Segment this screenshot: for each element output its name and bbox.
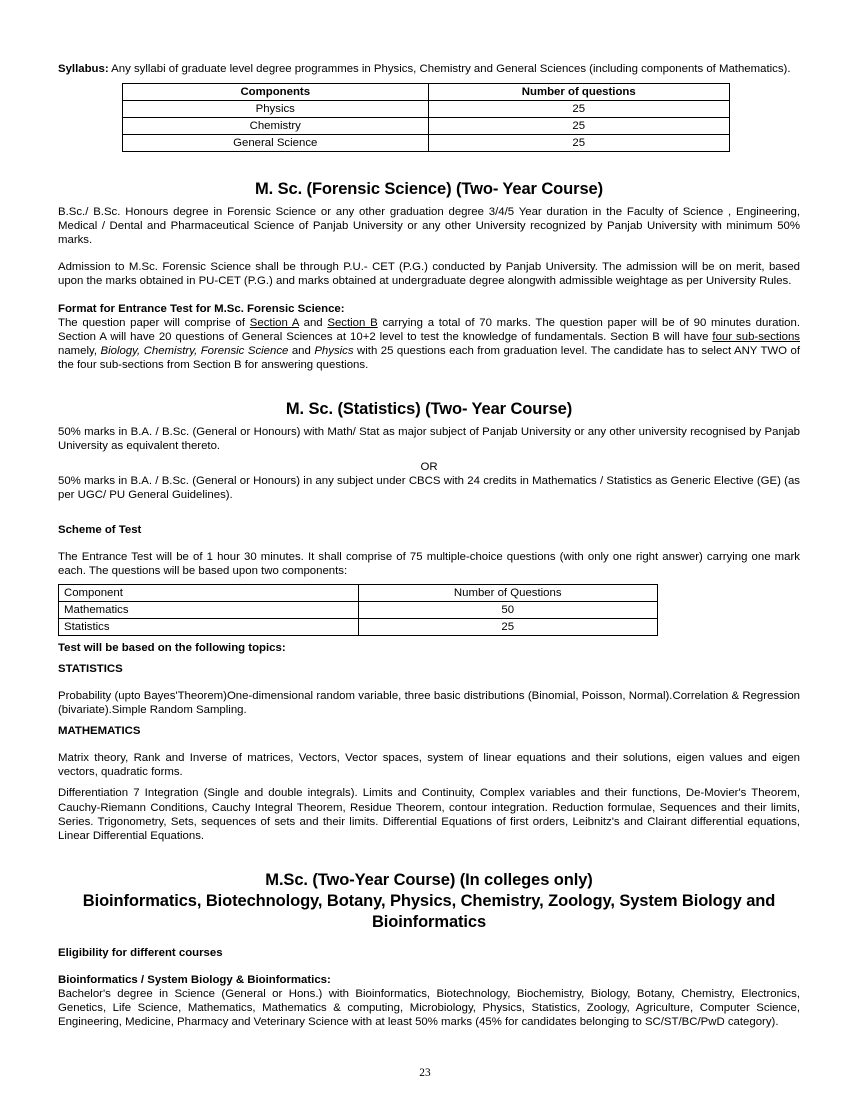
table-row bbox=[123, 135, 730, 152]
statistics-syllabus-paragraph: Probability (upto Bayes'Theorem)One-dimensional random variable, three basic distributions (Binomial, Poisson, Normal).Correlation & Regression (bivariate).Simple Random Sampling. bbox=[58, 689, 800, 717]
table-header-cell: Component bbox=[59, 584, 359, 601]
mathematics-subject-heading: MATHEMATICS bbox=[58, 725, 141, 738]
statistics-alt-eligibility-paragraph: 50% marks in B.A. / B.Sc. (General or Honours) in any subject under CBCS with 24 credits in Mathematics / Statistics as Generic Elective (GE) (as per UGC/ PU General Guidelines). bbox=[58, 475, 800, 502]
syllabus-paragraph bbox=[58, 62, 800, 76]
scheme-table bbox=[58, 584, 658, 636]
syllabus-label: Syllabus: bbox=[58, 63, 109, 75]
syllabus-text: Any syllabi of graduate level degree programmes in Physics, Chemistry and General Sciences (including components of Mathematics). bbox=[108, 63, 791, 75]
table-cell: 50 bbox=[358, 601, 658, 618]
forensic-format-heading bbox=[58, 302, 800, 316]
mathematics-syllabus-paragraph-two: Differentiation 7 Integration (Single and double integrals). Limits and Continuity, Complex variables and their functions, De-Movier's Theorem, Cauchy-Riemann Conditions, Cauchy Integral Theorem, Residue Theorem, contour integration. Reduction formulae, Sequences and their limits, Series. Trigonometry, Sets, sequences of sets and their limits. Differential Equations of first orders, Leibnitz's and Clairant differential equations, Linear Differential Equations. bbox=[58, 787, 800, 842]
table-header-cell: Number of questions bbox=[428, 84, 730, 101]
forensic-science-heading: M. Sc. (Forensic Science) (Two- Year Course) bbox=[254, 180, 603, 199]
section-b-underline: Section B bbox=[327, 316, 378, 329]
table-header-cell: Components bbox=[123, 84, 429, 101]
format-text-f: with 25 questions each from graduation level. The candidate has to select ANY TWO of the four sub-sections from Section B for answering questions. bbox=[58, 344, 800, 371]
table-row bbox=[59, 601, 658, 618]
table-cell: 25 bbox=[358, 618, 658, 635]
subjects-italic-two: Physics bbox=[314, 344, 354, 357]
colleges-heading-line-one: M.Sc. (Two-Year Course) (In colleges only) bbox=[265, 870, 593, 889]
table-row bbox=[123, 118, 730, 135]
subjects-italic-one: Biology, Chemistry, Forensic Science bbox=[100, 344, 289, 357]
table-cell: 25 bbox=[428, 101, 730, 118]
mathematics-syllabus-paragraph-one: Matrix theory, Rank and Inverse of matrices, Vectors, Vector spaces, system of linear equations and their solutions, eigen values and eigen vectors, quadratic forms. bbox=[58, 752, 800, 779]
section-a-underline: Section A bbox=[249, 316, 299, 329]
format-rest-part: for M.Sc. Forensic Science: bbox=[192, 302, 345, 315]
statistics-subject-heading: STATISTICS bbox=[58, 662, 123, 675]
page-number: 23 bbox=[419, 1067, 431, 1079]
format-text-a: The question paper will comprise of bbox=[58, 316, 250, 329]
table-cell: Mathematics bbox=[59, 601, 359, 618]
format-bold-part: Format for Entrance Test bbox=[58, 302, 193, 315]
statistics-eligibility-paragraph: 50% marks in B.A. / B.Sc. (General or Honours) with Math/ Stat as major subject of Panjab University or any other university recognised by Panjab University as equivalent thereto. bbox=[58, 426, 800, 453]
table-header-cell: Number of Questions bbox=[358, 584, 658, 601]
table-row bbox=[59, 618, 658, 635]
colleges-heading-line-three: Bioinformatics bbox=[371, 912, 487, 931]
bioinformatics-course-title: Bioinformatics / System Biology & Bioinformatics: bbox=[58, 973, 331, 986]
table-cell: General Science bbox=[123, 135, 429, 152]
table-cell: Statistics bbox=[59, 618, 359, 635]
table-cell: Physics bbox=[123, 101, 429, 118]
scheme-of-test-paragraph: The Entrance Test will be of 1 hour 30 minutes. It shall comprise of 75 multiple-choice questions (with only one right answer) carrying one mark each. The questions will be based upon two components: bbox=[58, 550, 800, 577]
table-cell: 25 bbox=[428, 118, 730, 135]
format-text-e: and bbox=[288, 344, 315, 357]
forensic-admission-paragraph: Admission to M.Sc. Forensic Science shall be through P.U.- CET (P.G.) conducted by Panjab University. The admission will be on merit, based upon the marks obtained in PU-CET (P.G.) and marks obtained at undergraduate degree alongwith admissible weightage as per University Rules. bbox=[58, 261, 800, 288]
eligibility-heading: Eligibility for different courses bbox=[58, 946, 223, 959]
scheme-of-test-heading: Scheme of Test bbox=[58, 523, 142, 536]
topics-heading: Test will be based on the following topics: bbox=[58, 641, 286, 654]
components-table bbox=[122, 83, 730, 152]
table-cell: Chemistry bbox=[123, 118, 429, 135]
table-cell: 25 bbox=[428, 135, 730, 152]
or-separator: OR bbox=[420, 461, 438, 474]
forensic-format-paragraph bbox=[58, 316, 800, 372]
document-page bbox=[58, 62, 800, 1029]
table-header-row bbox=[123, 84, 730, 101]
forensic-eligibility-paragraph: B.Sc./ B.Sc. Honours degree in Forensic Science or any other graduation degree 3/4/5 Year duration in the Faculty of Science , Engineering, Medical / Dental and Pharmaceutical Science of Panjab University or any other University recognized by Panjab University with minimum 50% marks. bbox=[58, 206, 800, 247]
format-text-d: namely, bbox=[58, 344, 101, 357]
format-text-b: and bbox=[298, 316, 328, 329]
table-row bbox=[123, 101, 730, 118]
four-sub-sections-underline: four sub-sections bbox=[712, 330, 800, 343]
table-header-row bbox=[59, 584, 658, 601]
format-text-c: carrying a total of 70 marks. The question paper will be of 90 minutes duration. Section A will have 20 questions of General Sciences at 10+2 level to test the knowledge of fundamentals. Section B will have bbox=[58, 316, 800, 343]
bioinformatics-eligibility-paragraph: Bachelor's degree in Science (General or Hons.) with Bioinformatics, Biotechnology, Biochemistry, Biology, Botany, Chemistry, Electronics, Genetics, Life Science, Mathematics, Mathematics & computing, Microbiology, Physics, Statistics, Zoology, Agriculture, Computer Science, Engineering, Medicine, Pharmacy and Veterinary Science with at least 50% marks (45% for candidates belonging to SC/ST/BC/PwD category). bbox=[58, 988, 800, 1029]
colleges-heading-line-two: Bioinformatics, Biotechnology, Botany, Physics, Chemistry, Zoology, System Biology and bbox=[82, 891, 776, 910]
statistics-heading: M. Sc. (Statistics) (Two- Year Course) bbox=[285, 400, 573, 419]
